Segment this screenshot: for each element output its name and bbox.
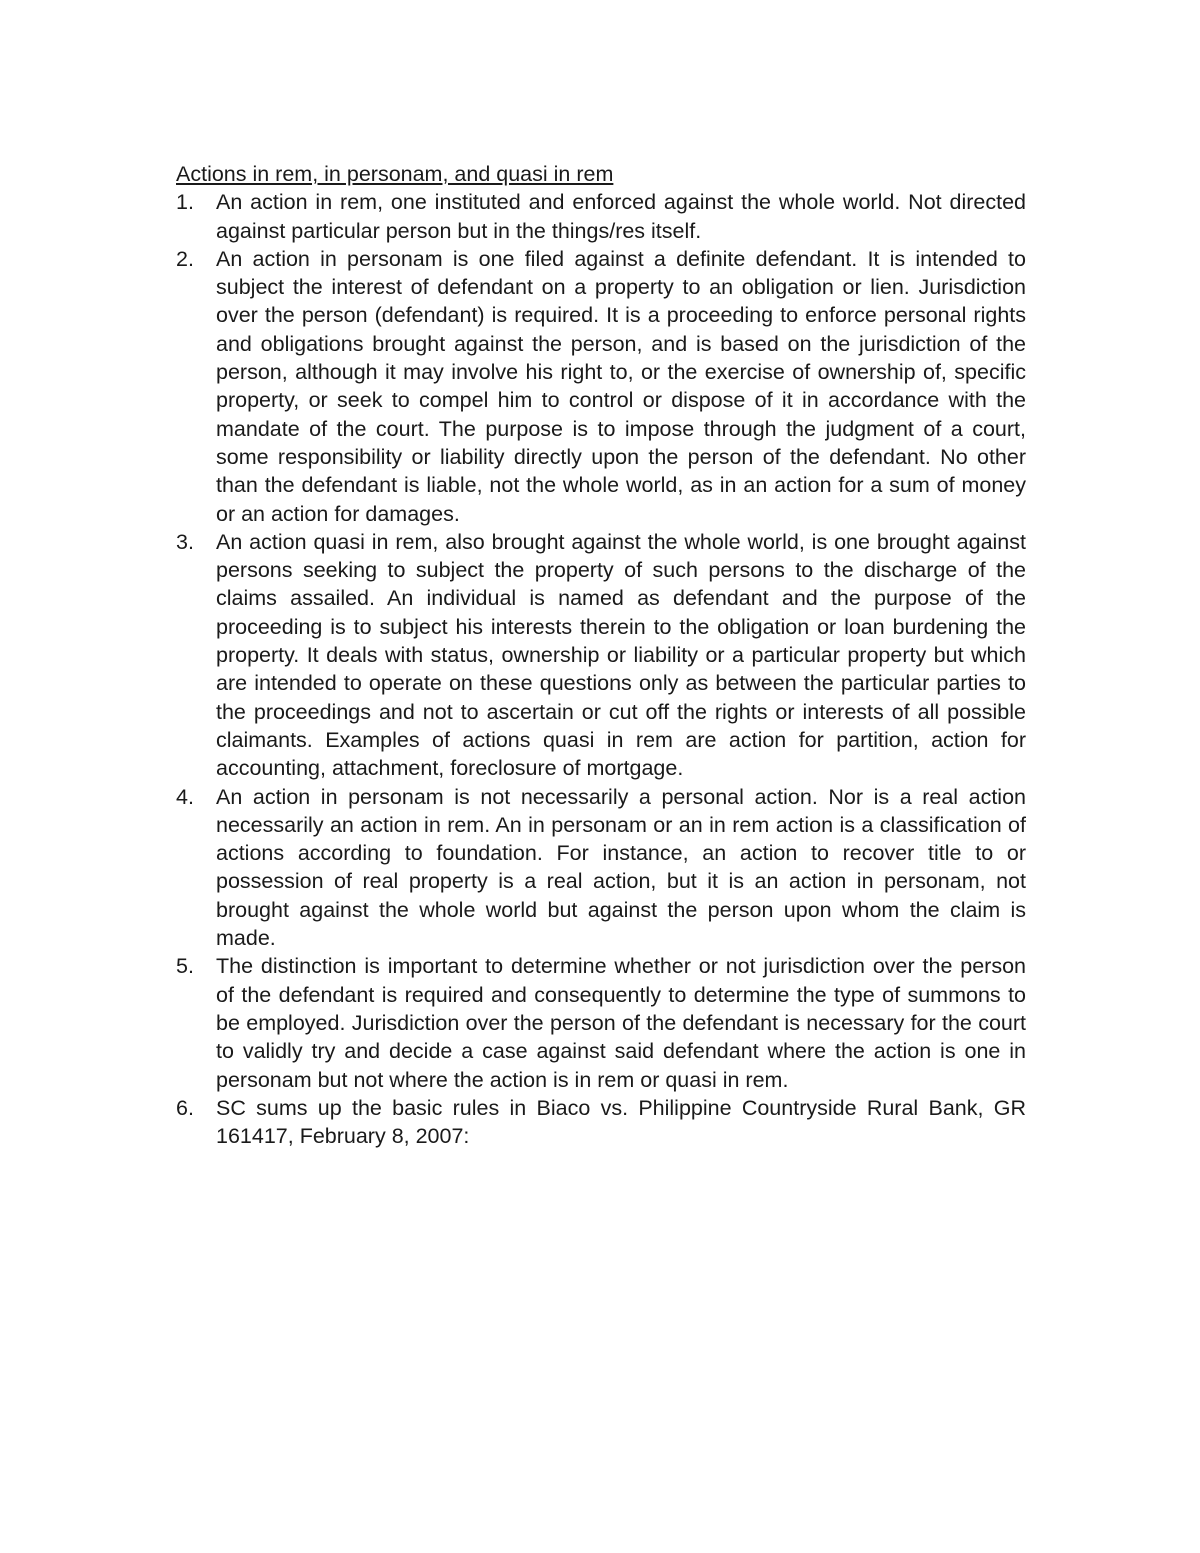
list-item-number: 4. — [176, 784, 194, 809]
document-body — [176, 160, 1026, 1150]
list-item-number: 6. — [176, 1095, 194, 1120]
list-item-text: SC sums up the basic rules in Biaco vs. Philippine Countryside Rural Bank, GR 161417, February 8, 2007: — [216, 1095, 1026, 1149]
list-item — [176, 783, 1026, 953]
list-item — [176, 188, 1026, 245]
list-item-number: 2. — [176, 246, 194, 271]
list-item-text: An action in rem, one instituted and enforced against the whole world. Not directed against particular person but in the things/res itself. — [216, 190, 1026, 243]
list-item — [176, 952, 1026, 1093]
list-item-text: An action in personam is one filed against a definite defendant. It is intended to subject the interest of defendant on a property to an obligation or lien. Jurisdiction over the person (defendant) is required. It is a proceeding to enforce personal rights and obligations brought against the person, and is based on the jurisdiction of the person, although it may involve his right to, or the exercise of ownership of, specific property, or seek to compel him to control or dispose of it in accordance with the mandate of the court. The purpose is to impose through the judgment of a court, some responsibility or liability directly upon the person of the defendant. No other than the defendant is liable, not the whole world, as in an action for a sum of money or an action for damages. — [216, 246, 1026, 526]
list-item — [176, 245, 1026, 528]
list-item-text: An action quasi in rem, also brought against the whole world, is one brought against persons seeking to subject the property of such persons to the discharge of the claims assailed. An individual is named as defendant and the purpose of the proceeding is to subject his interests therein to the obligation or loan burdening the property. It deals with status, ownership or liability or a particular property but which are intended to operate on these questions only as between the particular parties to the proceedings and not to ascertain or cut off the rights or interests of all possible claimants. Examples of actions quasi in rem are action for partition, action for accounting, attachment, foreclosure of mortgage. — [216, 529, 1026, 781]
list-item-number: 1. — [176, 190, 194, 215]
list-item — [176, 528, 1026, 783]
list-item — [176, 1094, 1026, 1151]
list-item-number: 5. — [176, 954, 194, 979]
list-item-text: An action in personam is not necessarily a personal action. Nor is a real action necessarily an action in rem. An in personam or an in rem action is a classification of actions according to foundation. For instance, an action to recover title to or possession of real property is a real action, but it is an action in personam, not brought against the whole world but against the person upon whom the claim is made. — [216, 784, 1026, 951]
numbered-list — [176, 188, 1026, 1150]
list-item-number: 3. — [176, 529, 194, 554]
list-item-text: The distinction is important to determine whether or not jurisdiction over the person of the defendant is required and consequently to determine the type of summons to be employed. Jurisdiction over the person of the defendant is necessary for the court to validly try and decide a case against said defendant where the action is one in personam but not where the action is in rem or quasi in rem. — [216, 954, 1026, 1092]
document-title: Actions in rem, in personam, and quasi in rem — [176, 162, 614, 186]
